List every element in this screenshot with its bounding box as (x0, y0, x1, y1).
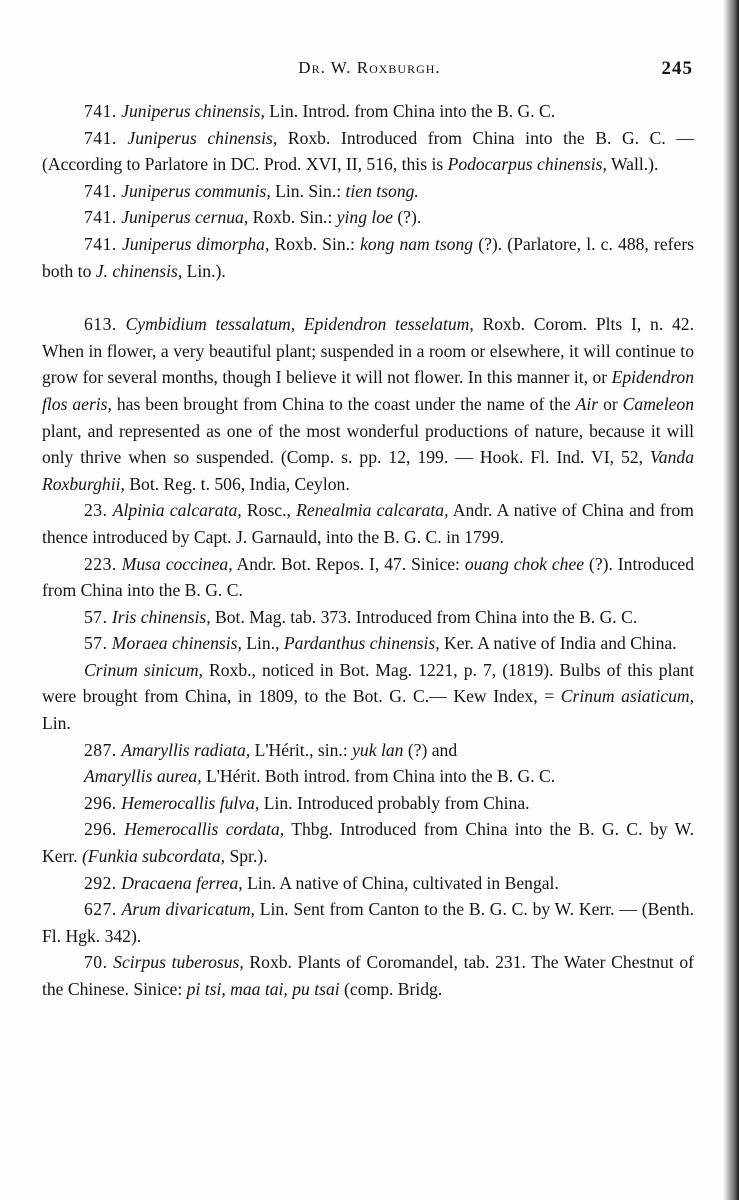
italic-name: Dracaena ferrea, (121, 872, 243, 893)
entry-text: Thbg. Introduced from China into the B. G. C. by W. Kerr. (42, 819, 694, 867)
entry-text: (?). (392, 207, 422, 228)
entry-paragraph (42, 737, 694, 764)
entry-text: plant, and represented as one of the most wonderful productions of nature, because it will only thrive when so suspended. (Comp. s. pp. 12, 199. — Hook. Fl. Ind. VI, 52, (42, 420, 694, 468)
italic-name: kong nam tsong (360, 233, 474, 254)
italic-name: ouang chok chee (464, 553, 585, 574)
italic-name: (Funkia subcordata, (82, 846, 226, 867)
entry-text: or (598, 393, 623, 414)
italic-name: Alpinia calcarata, (112, 500, 242, 521)
entry-paragraph (42, 178, 694, 205)
entry-paragraph (42, 98, 694, 125)
entry-number: 57. (84, 606, 108, 627)
entry-paragraph (42, 896, 694, 949)
entry-paragraph (42, 763, 694, 790)
entry-paragraph (42, 630, 694, 657)
italic-name: Crinum asiaticum, (560, 686, 694, 707)
entry-number: 292. (84, 872, 117, 893)
entry-paragraph (42, 949, 694, 1002)
entry-text: Lin. Sent from Canton to the B. G. C. by W. Kerr. — (Benth. Fl. Hgk. 342). (42, 899, 695, 946)
entry-text: Wall.). (606, 154, 659, 175)
italic-name: Crinum sinicum, (84, 659, 203, 680)
entry-text: Lin. Introd. from China into the B. G. C. (264, 101, 556, 121)
entry-paragraph (42, 816, 694, 869)
entry-number: 741. (84, 180, 117, 201)
italic-name: Musa coccinea, (121, 553, 233, 574)
entry-list (42, 98, 694, 1003)
running-head: Dr. W. Roxburgh. (298, 58, 441, 77)
entry-text: Roxb., noticed in Bot. Mag. 1221, p. 7, (1819). Bulbs of this plant were brought from China, in 1809, to the Bot. G. C.— Kew Index, = (42, 659, 694, 707)
entry-number: 70. (84, 952, 108, 973)
entry-text: Ker. A native of India and China. (439, 633, 677, 654)
entry-paragraph (42, 497, 694, 550)
entry-text: (?) and (403, 739, 458, 760)
italic-name: Hemerocallis cordata, (124, 819, 285, 840)
entry-text: Roxb. Corom. Plts I, n. 42. When in flower, a very beautiful plant; suspended in a room or elsewhere, it will continue to grow for several months, though I believe it will not flower. In this manner it, or (42, 314, 694, 388)
italic-name: Amaryllis aurea, (84, 766, 202, 787)
italic-name: J. chinensis, (95, 260, 183, 281)
entry-text: L'Hérit., sin.: (250, 739, 353, 760)
italic-name: Moraea chinensis, (111, 633, 242, 654)
entry-text: Lin., (241, 633, 284, 654)
entry-text: Spr.). (225, 846, 268, 867)
italic-name: tien tsong. (345, 180, 419, 201)
entry-paragraph (42, 790, 694, 817)
entry-text: (comp. Bridg. (339, 979, 443, 999)
entry-text: Bot. Reg. t. 506, India, Ceylon. (124, 473, 350, 494)
entry-text: (?). Introduced from China into the B. G. C. (42, 553, 694, 601)
italic-name: Cameleon (622, 393, 694, 414)
entry-number: 296. (84, 819, 117, 840)
entry-text: Roxb. Sin.: (248, 207, 337, 228)
entry-paragraph (42, 231, 694, 284)
entry-number: 23. (84, 500, 108, 521)
entry-text: Lin. Introduced probably from China. (259, 792, 530, 813)
entry-paragraph (42, 125, 694, 178)
italic-name: Juniperus cernua, (121, 207, 249, 228)
entry-number: 627. (84, 899, 117, 920)
entry-text: Roxb. Introduced from China into the B. G. C. — (According to Parlatore in DC. Prod. XVI, II, 516, this is (42, 127, 694, 175)
entry-paragraph (42, 604, 694, 631)
italic-name: Juniperus dimorpha, (121, 233, 270, 254)
entry-text: Lin.). (182, 260, 226, 281)
italic-name: pi tsi, maa tai, pu tsai (186, 979, 340, 999)
entry-paragraph (42, 551, 694, 604)
entry-paragraph (42, 204, 694, 231)
entry-text: Andr. A native of China and from thence introduced by Capt. J. Garnauld, into the B. G. C. in 1799. (42, 500, 694, 547)
entry-text: Roxb. Sin.: (269, 233, 361, 254)
entry-number: 223. (84, 553, 117, 574)
italic-name: Pardanthus chinensis, (283, 633, 440, 654)
italic-name: Renealmia calcarata, (296, 500, 449, 521)
italic-name: Podocarpus chinensis, (447, 154, 607, 175)
entry-number: 741. (84, 207, 117, 228)
entry-paragraph (42, 311, 694, 497)
entry-number: 57. (84, 633, 108, 654)
italic-name: yuk lan (352, 739, 404, 760)
entry-text: L'Hérit. Both introd. from China into the B. G. C. (201, 766, 556, 787)
italic-name: Juniperus chinensis, (127, 127, 278, 148)
entry-number: 613. (84, 314, 117, 335)
italic-name: Vanda Roxburghii, (42, 447, 694, 494)
entry-text: (?). (Parlatore, l. c. 488, refers both to (42, 233, 695, 281)
entry-number: 741. (84, 101, 117, 121)
italic-name: Scirpus tuberosus, (113, 952, 244, 973)
italic-name: Air (575, 393, 599, 414)
entry-number: 296. (84, 792, 117, 813)
entry-number: 287. (84, 739, 117, 760)
entry-paragraph (42, 657, 694, 737)
italic-name: Amaryllis radiata, (121, 739, 251, 760)
page-header (0, 58, 739, 84)
entry-number: 741. (84, 233, 117, 254)
italic-name: Hemerocallis fulva, (121, 792, 260, 813)
page-number: 245 (661, 58, 693, 79)
entry-number: 741. (84, 127, 117, 148)
italic-name: Epidendron flos aeris, (42, 367, 694, 414)
italic-name: ying loe (336, 207, 393, 228)
scan-edge-shadow (723, 0, 739, 1200)
entry-text: Andr. Bot. Repos. I, 47. Sinice: (232, 553, 465, 574)
entry-text: Lin. (42, 713, 71, 734)
italic-name: Juniperus chinensis, (121, 101, 265, 121)
entry-text: Rosc., (241, 500, 297, 521)
entry-text: Roxb. Plants of Coromandel, tab. 231. The Water Chestnut of the Chinese. Sinice: (42, 952, 694, 999)
italic-name: Juniperus communis, (121, 180, 271, 201)
italic-name: Iris chinensis, (111, 606, 211, 627)
italic-name: Cymbidium tessalatum, Epidendron tesselatum, (125, 314, 474, 335)
entry-text: Bot. Mag. tab. 373. Introduced from China into the B. G. C. (210, 606, 638, 627)
entry-text: Lin. A native of China, cultivated in Bengal. (242, 872, 559, 893)
entry-paragraph (42, 870, 694, 897)
entry-text: Lin. Sin.: (270, 180, 346, 201)
italic-name: Arum divaricatum, (121, 899, 255, 920)
entry-text: has been brought from China to the coast under the name of the (111, 393, 576, 414)
